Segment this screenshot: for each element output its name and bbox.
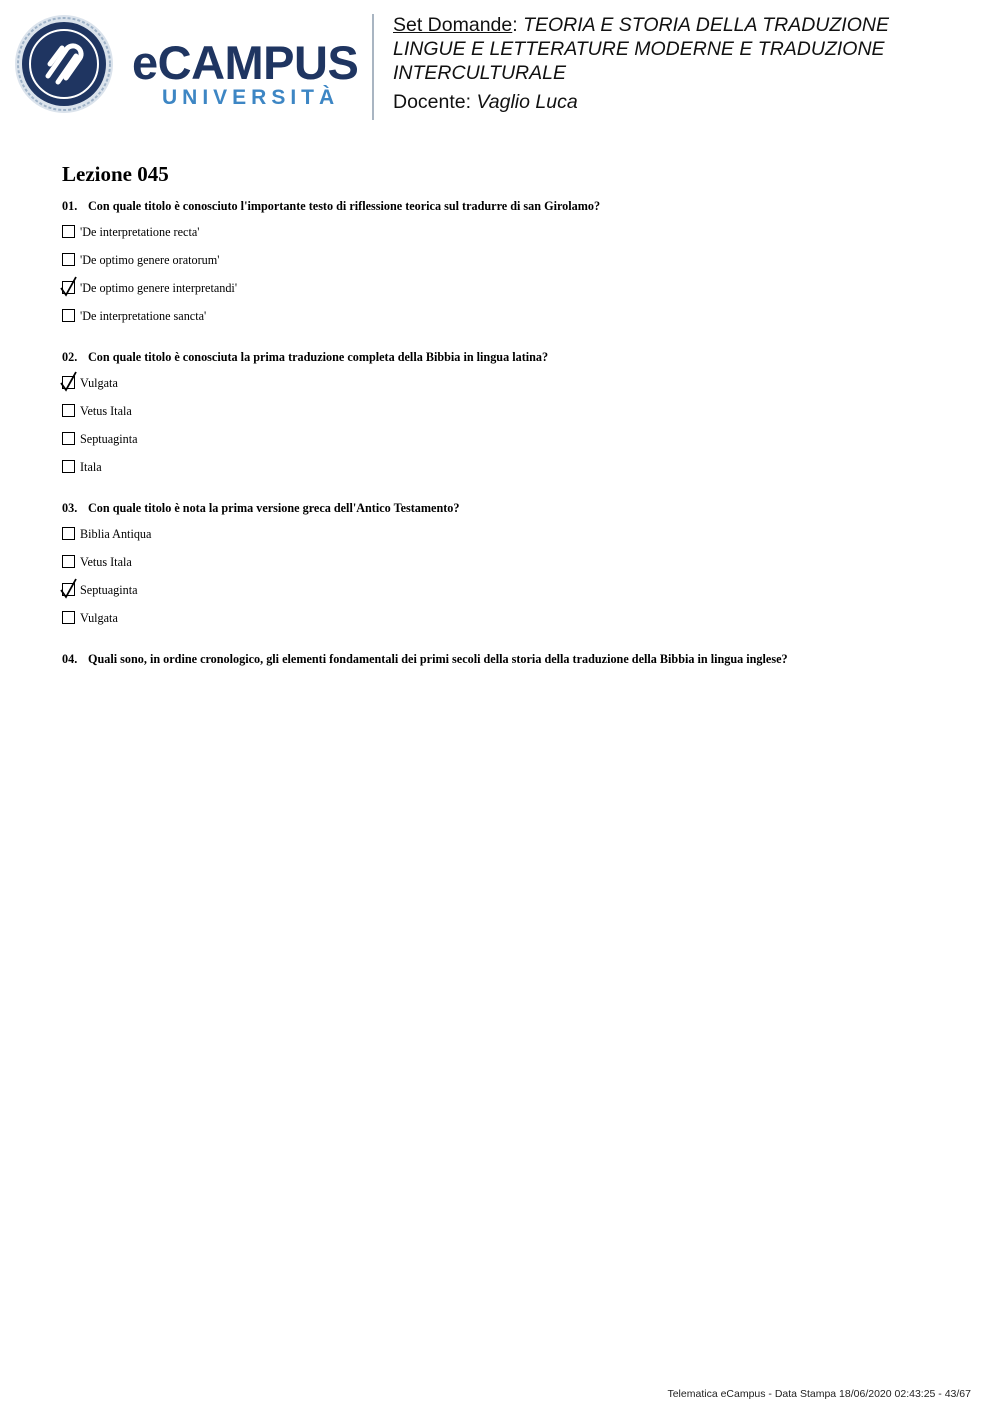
degree-line-2: INTERCULTURALE (393, 62, 566, 84)
question (62, 198, 600, 214)
answer-option-text: 'De interpretatione sancta' (80, 309, 207, 323)
question-text: Con quale titolo è nota la prima versione greca dell'Antico Testamento? (88, 501, 460, 515)
checkbox-unchecked[interactable] (62, 225, 75, 238)
answer-option-text: Vulgata (80, 376, 118, 390)
answer-option-text: Septuaginta (80, 583, 138, 597)
question (62, 349, 548, 365)
checkbox-unchecked[interactable] (62, 253, 75, 266)
ecampus-seal-logo (14, 14, 114, 114)
answer-option-text: 'De optimo genere interpretandi' (80, 281, 238, 295)
set-separator: : (512, 14, 518, 36)
checkmark-icon (60, 370, 78, 392)
course-title: TEORIA E STORIA DELLA TRADUZIONE (523, 14, 889, 36)
checkbox-unchecked[interactable] (62, 555, 75, 568)
question-text: Quali sono, in ordine cronologico, gli elementi fondamentali dei primi secoli della storia della traduzione della Bibbia in lingua inglese? (88, 652, 788, 666)
checkbox-unchecked[interactable] (62, 309, 75, 322)
question-text: Con quale titolo è conosciuta la prima traduzione completa della Bibbia in lingua latina? (88, 350, 549, 364)
answer-option-text: Vulgata (80, 611, 118, 625)
header-divider (372, 14, 374, 120)
checkbox-unchecked[interactable] (62, 432, 75, 445)
teacher-label: Docente: (393, 91, 472, 113)
checkmark-icon (60, 577, 78, 599)
answer-option-text: Biblia Antiqua (80, 527, 152, 541)
ecampus-wordmark: eCAMPUS (132, 36, 359, 89)
answer-option-text: Vetus Itala (80, 404, 132, 418)
ecampus-subtitle: UNIVERSITÀ (162, 86, 340, 109)
answer-option-text: Vetus Itala (80, 555, 132, 569)
question (62, 651, 788, 667)
lesson-title: Lezione 045 (62, 162, 169, 186)
checkbox-unchecked[interactable] (62, 611, 75, 624)
checkbox-unchecked[interactable] (62, 460, 75, 473)
answer-option-text: Septuaginta (80, 432, 138, 446)
answer-option-text: Itala (80, 460, 102, 474)
header-info (393, 13, 973, 114)
answer-option-text: 'De interpretatione recta' (80, 225, 200, 239)
checkbox-unchecked[interactable] (62, 527, 75, 540)
set-title-row (393, 13, 973, 37)
page-footer: Telematica eCampus - Data Stampa 18/06/2020 02:43:25 - 43/67 (667, 1388, 971, 1400)
set-label: Set Domande (393, 14, 513, 36)
question (62, 500, 459, 516)
question-number: 04. (62, 652, 78, 666)
question-number: 01. (62, 199, 78, 213)
question-text: Con quale titolo è conosciuto l'importante testo di riflessione teorica sul tradurre di san Girolamo? (88, 199, 601, 213)
answer-option-text: 'De optimo genere oratorum' (80, 253, 220, 267)
teacher-row (393, 90, 973, 114)
checkbox-unchecked[interactable] (62, 404, 75, 417)
checkmark-icon (60, 275, 78, 297)
question-number: 02. (62, 350, 78, 364)
teacher-name: Vaglio Luca (476, 91, 578, 113)
question-number: 03. (62, 501, 78, 515)
degree-line-1: LINGUE E LETTERATURE MODERNE E TRADUZIONE (393, 38, 885, 60)
